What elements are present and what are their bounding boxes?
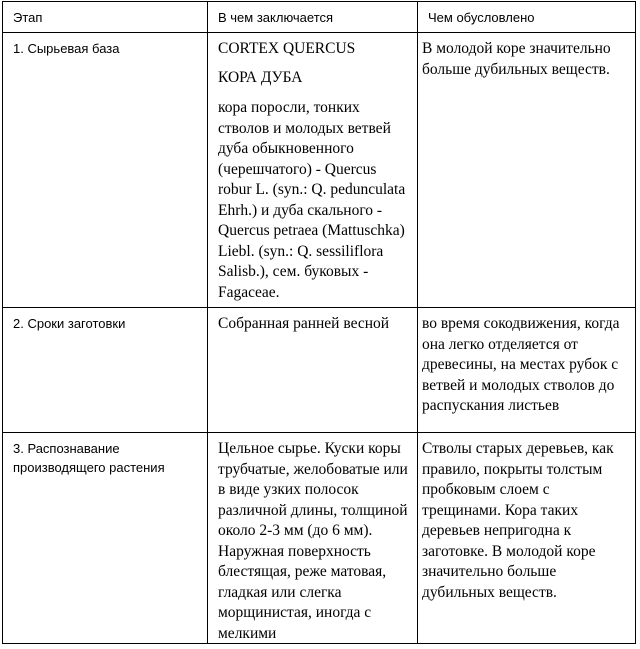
row-what: Цельное сырье. Куски коры трубчатые, желобоватые или в виде узких полосок различной длины, толщиной около 2-3 мм (до 6 мм). Наружная поверхность блестящая, реже матовая, гладкая или слегка морщинистая, иногда с мелкими	[218, 440, 408, 642]
table-cell	[3, 308, 208, 433]
stages-table	[2, 1, 636, 644]
row-why: Стволы старых деревьев, как правило, покрыты толстым пробковым слоем с трещинами. Кора таких деревьев непригодна к заготовке. В молодой коре значительно больше дубильных веществ.	[422, 440, 614, 601]
row-stage: 1. Сырьевая база	[13, 41, 120, 56]
header-what: В чем заключается	[218, 10, 334, 25]
header-cell	[208, 2, 418, 33]
row-stage: 3. Распознавание производящего растения	[13, 441, 165, 475]
table-cell	[208, 33, 418, 308]
header-cell	[3, 2, 208, 33]
latin-name: CORTEX QUERCUS	[218, 40, 356, 57]
table-cell	[3, 433, 208, 644]
header-cell	[418, 2, 636, 33]
document-page	[2, 1, 635, 644]
table-header-row	[3, 2, 636, 33]
row-why: во время сокодвижения, когда она легко отделяется от древесины, на местах рубок с ветвей и молодых стволов до распускания листьев	[422, 315, 620, 414]
raw-material-description: кора поросли, тонких стволов и молодых ветвей дуба обыкновенного (черешчатого) - Quercus robur L. (syn.: Q. pedunculata Ehrh.) и дуба скального - Quercus petraea (Mattuschka) Liebl. (syn.: Q. sessiliflora Salisb.), сем. буковых - Fagaceae.	[218, 99, 406, 301]
header-stage: Этап	[13, 10, 43, 25]
row-what	[208, 33, 417, 307]
row-stage: 2. Сроки заготовки	[13, 316, 126, 331]
table-row	[3, 33, 636, 308]
table-cell	[418, 308, 636, 433]
row-what: Собранная ранней весной	[218, 315, 390, 332]
table-cell	[208, 308, 418, 433]
table-cell	[208, 433, 418, 644]
table-row	[3, 308, 636, 433]
header-why: Чем обусловлено	[428, 10, 535, 25]
table-cell	[418, 433, 636, 644]
russian-name: КОРА ДУБА	[218, 68, 303, 86]
table-cell	[3, 33, 208, 308]
row-why: В молодой коре значительно больше дубильных веществ.	[422, 40, 611, 78]
table-row	[3, 433, 636, 644]
table-cell	[418, 33, 636, 308]
